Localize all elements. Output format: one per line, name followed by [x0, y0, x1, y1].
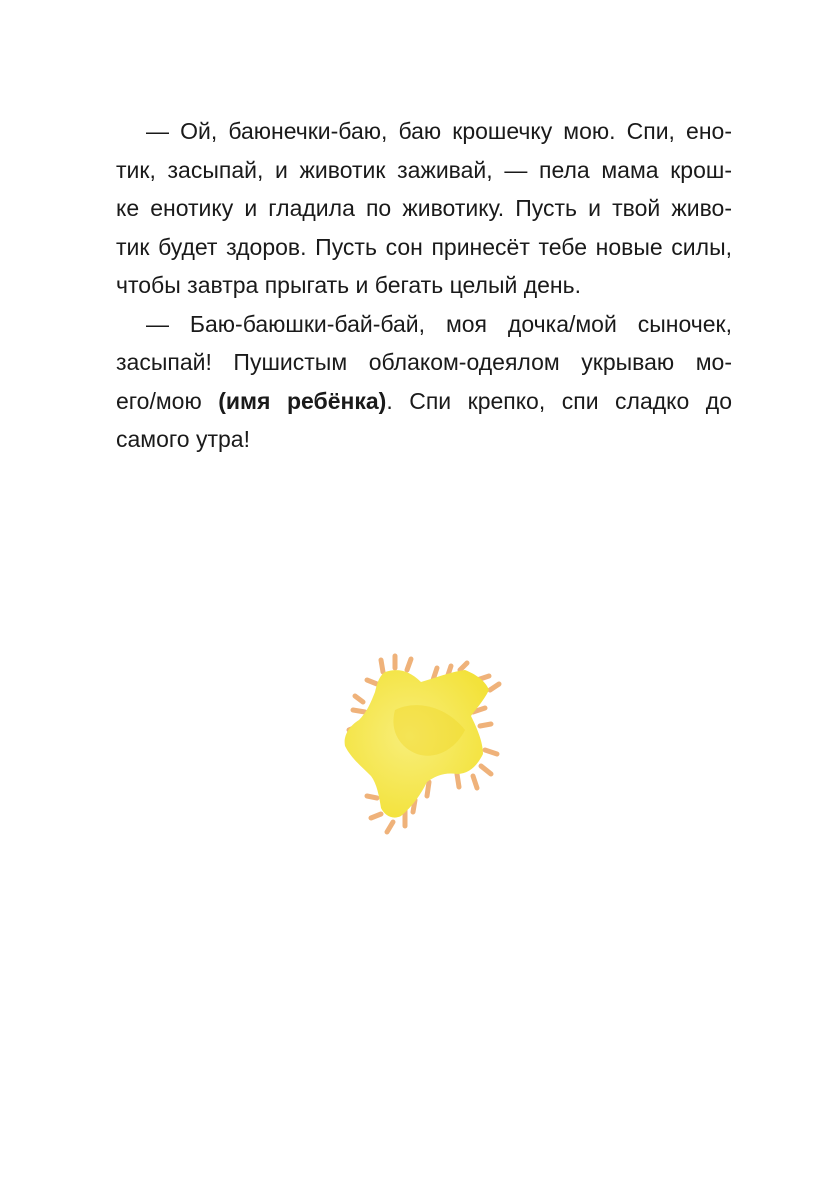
- text-line: засыпай! Пушистым облаком-одеялом укрываю мо-: [116, 349, 732, 375]
- text-line: — Ой, баюнечки-баю, баю крошечку мою. Спи, ено-: [146, 118, 732, 144]
- text-line: [116, 382, 732, 421]
- story-text: [116, 112, 732, 459]
- yellow-star-illustration: [325, 650, 525, 840]
- text-fragment: . Спи крепко, спи сладко до: [386, 387, 732, 414]
- paragraph-2: [116, 305, 732, 459]
- text-line: тик будет здоров. Пусть сон принесёт тебе новые силы,: [116, 233, 732, 260]
- child-name-placeholder: (имя ребёнка): [218, 387, 387, 414]
- text-line: ке енотику и гладила по животику. Пусть и твой живо-: [116, 195, 732, 221]
- text-line: самого утра!: [116, 426, 250, 452]
- text-line: — Баю-баюшки-бай-бай, моя дочка/мой сыночек,: [146, 310, 732, 337]
- text-fragment: его/мою: [116, 387, 219, 414]
- text-line: чтобы завтра прыгать и бегать целый день.: [116, 272, 581, 298]
- paragraph-1: [116, 112, 732, 305]
- text-line: тик, засыпай, и животик заживай, — пела мама крош-: [116, 156, 732, 183]
